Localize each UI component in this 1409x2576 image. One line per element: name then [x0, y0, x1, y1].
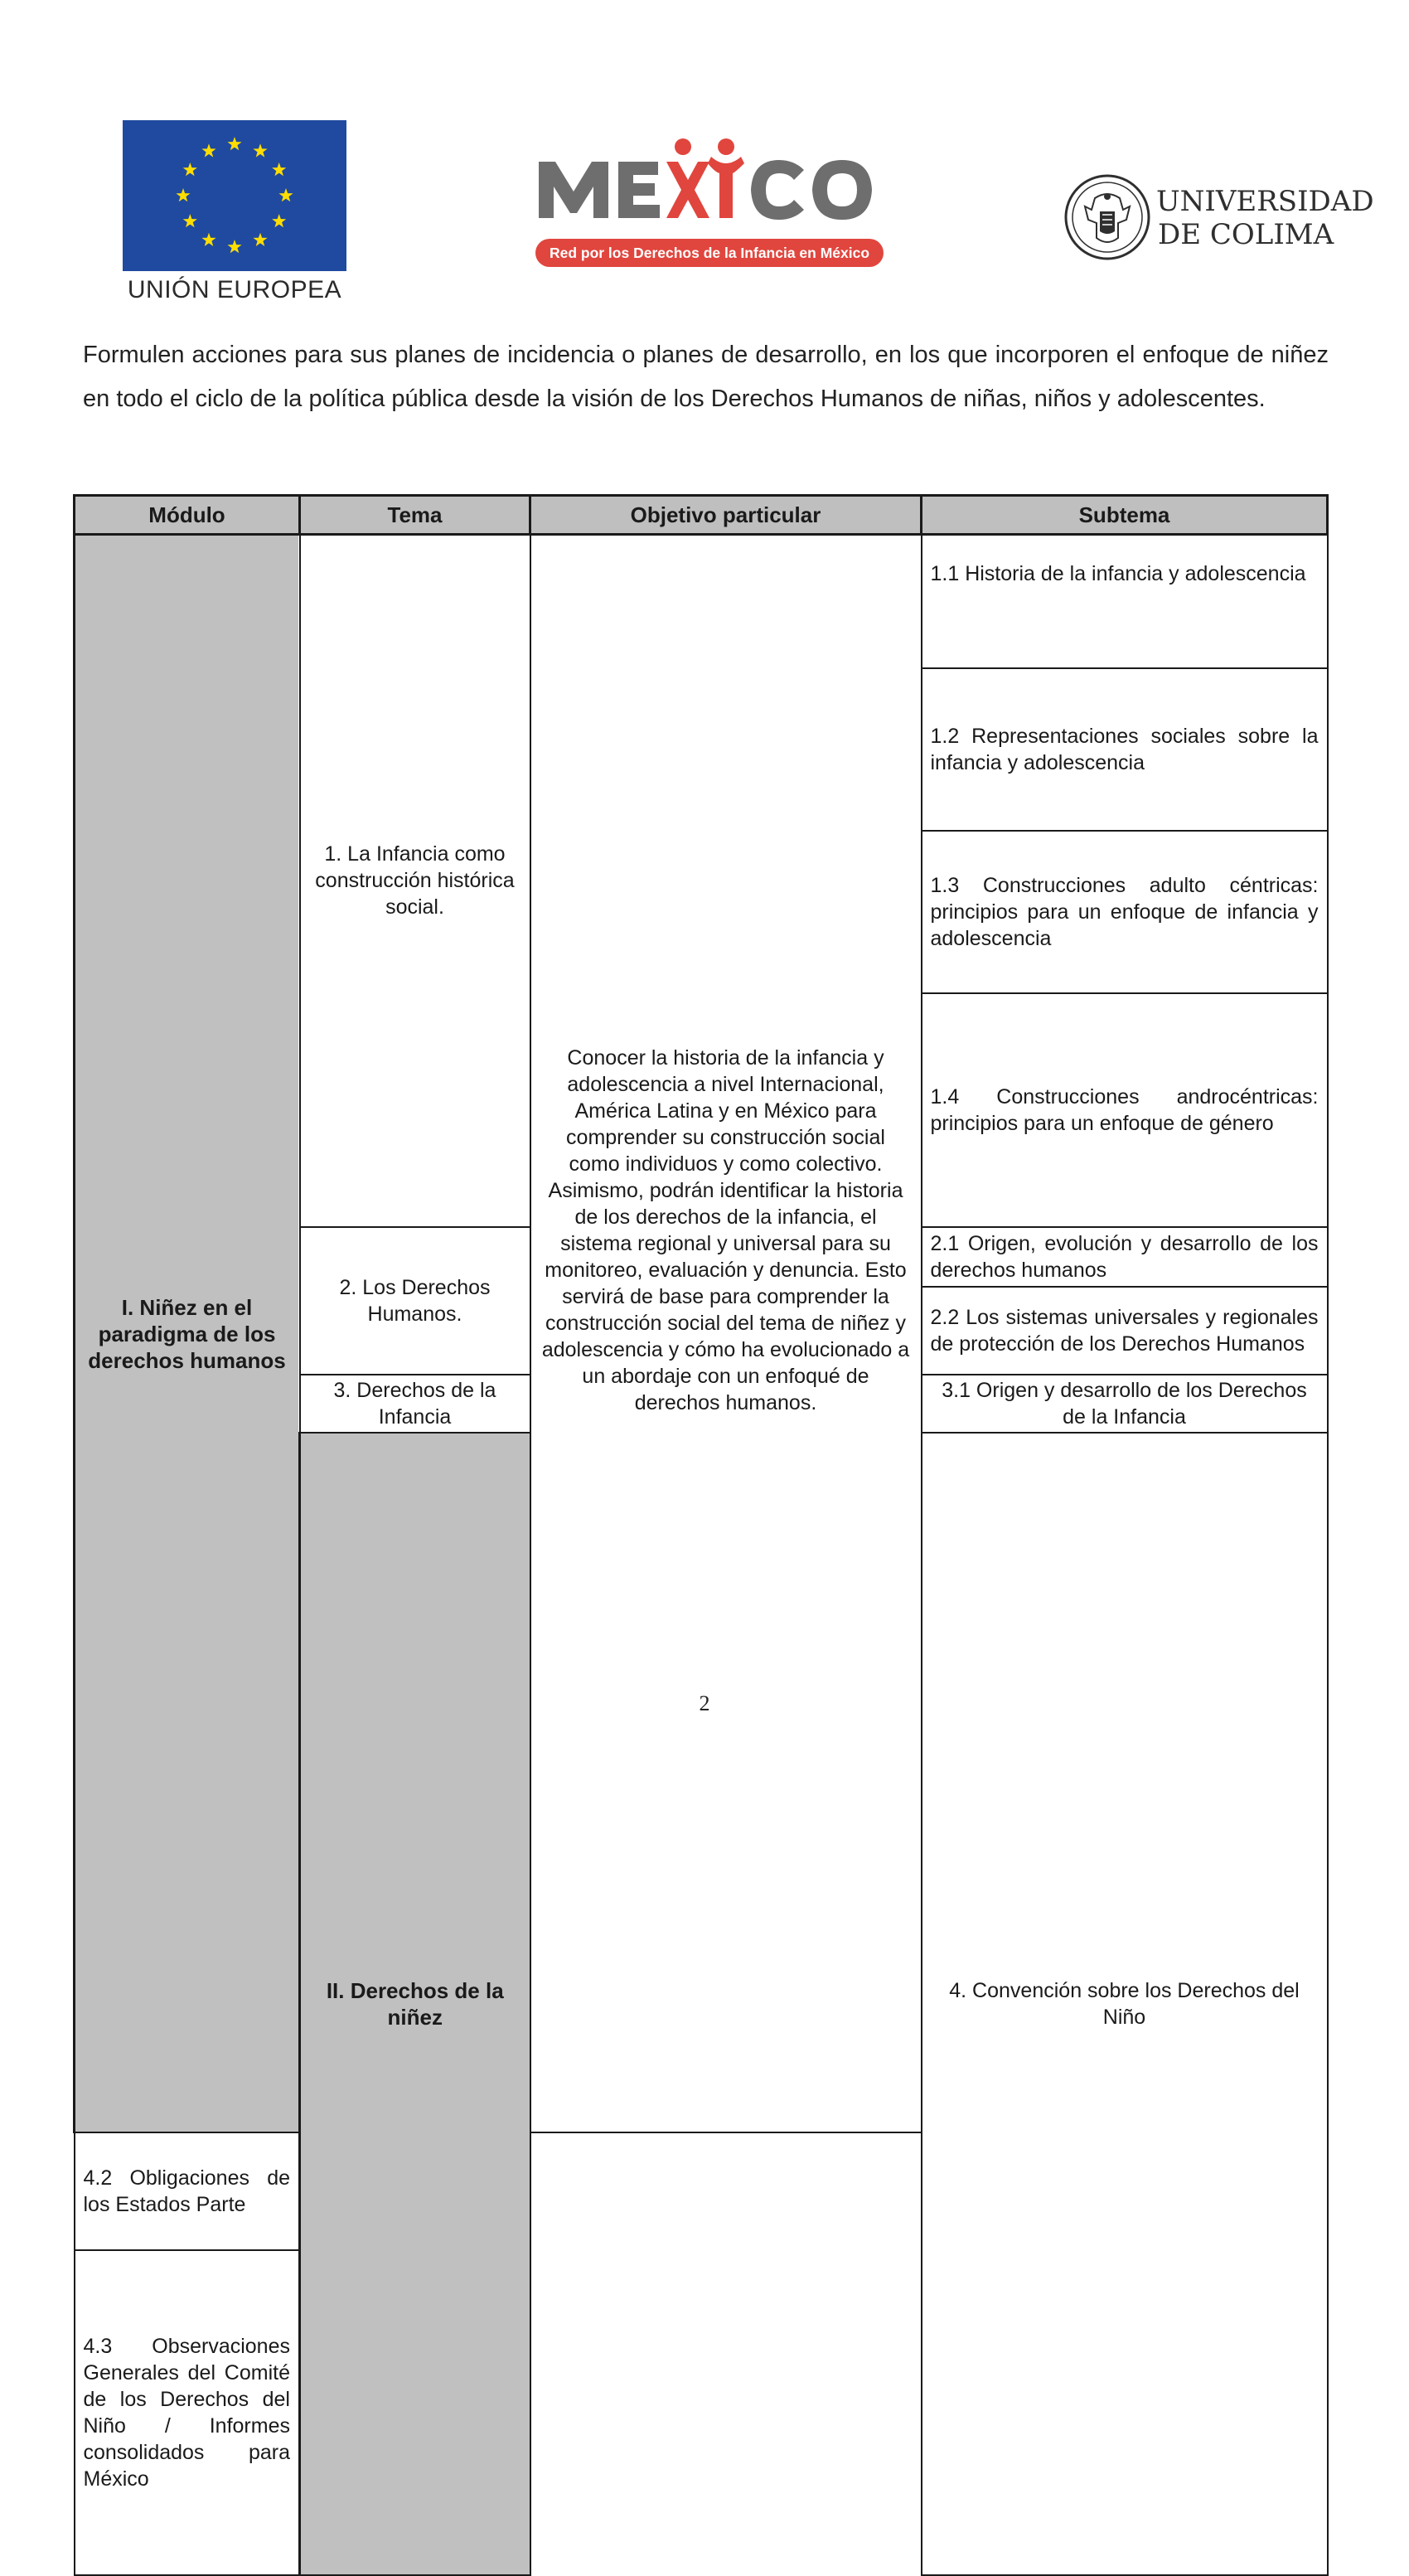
subtema-cell: 1.4 Construcciones androcéntricas: principios para un enfoque de género	[922, 993, 1328, 1227]
eu-flag-icon	[123, 120, 346, 271]
subtema-cell: 2.2 Los sistemas universales y regionales de protección de los Derechos Humanos	[922, 1287, 1328, 1375]
subtema-cell: 3.1 Origen y desarrollo de los Derechos de la Infancia	[922, 1375, 1328, 1433]
page-number: 2	[699, 1691, 710, 1715]
intro-paragraph: Formulen acciones para sus planes de incidencia o planes de desarrollo, en los que incorporen el enfoque de niñez en todo el ciclo de la política pública desde la visión de los Derechos Humanos de niñas, niños y adolescentes.	[83, 342, 1329, 412]
subtema-cell: 1.3 Construcciones adulto céntricas: principios para un enfoque de infancia y adolescencia	[922, 831, 1328, 993]
header-objetivo: Objetivo particular	[530, 496, 922, 535]
university-name-line1: UNIVERSIDAD	[1156, 185, 1374, 218]
universidad-colima-logo	[1063, 170, 1374, 265]
mexico-wordmark-icon	[530, 137, 887, 232]
module-cell: I. Niñez en el paradigma de los derechos humanos	[75, 535, 300, 2133]
university-name-line2: DE COLIMA	[1158, 218, 1334, 251]
curriculum-table	[73, 494, 1329, 2576]
subtema-cell: 1.2 Representaciones sociales sobre la infancia y adolescencia	[922, 668, 1328, 831]
university-seal-icon	[1063, 173, 1151, 261]
tema-cell: 3. Derechos de la Infancia	[300, 1375, 530, 1433]
table-row	[75, 535, 1328, 668]
mexico-logo-tagline: Red por los Derechos de la Infancia en México	[535, 239, 884, 267]
subtema-cell: 2.1 Origen, evolución y desarrollo de los derechos humanos	[922, 1227, 1328, 1287]
tema-cell: 4. Convención sobre los Derechos del Niño	[922, 1433, 1328, 2575]
subtema-cell: 4.2 Obligaciones de los Estados Parte	[75, 2132, 300, 2249]
objective-cell: Conocer la historia de la infancia y adolescencia a nivel Internacional, América Latina y en México para comprender su construcción social como individuos y como colectivo. Asimismo, podrán identificar la historia de los derechos de la infancia, el sistema regional y universal para su monitoreo, evaluación y denuncia. Esto servirá de base para comprender la construcción social del tema de niñez y adolescencia y cómo ha evolucionado a un abordaje con un enfoqué de derechos humanos.	[530, 535, 922, 2133]
eu-logo-caption: UNIÓN EUROPEA	[127, 276, 342, 303]
subtema-cell: 1.1 Historia de la infancia y adolescencia	[922, 535, 1328, 668]
header-modulo: Módulo	[75, 496, 300, 535]
tema-cell: 1. La Infancia como construcción histórica social.	[300, 535, 530, 1227]
eu-logo	[123, 120, 346, 307]
subtema-cell: 4.3 Observaciones Generales del Comité de los Derechos del Niño / Informes consolidados para México	[75, 2250, 300, 2575]
module-cell: II. Derechos de la niñez	[300, 1433, 530, 2575]
header-tema: Tema	[300, 496, 530, 535]
mexico-red-logo	[530, 137, 887, 274]
header-subtema: Subtema	[922, 496, 1328, 535]
table-header-row	[75, 496, 1328, 535]
tema-cell: 2. Los Derechos Humanos.	[300, 1227, 530, 1375]
university-name	[1156, 185, 1374, 251]
